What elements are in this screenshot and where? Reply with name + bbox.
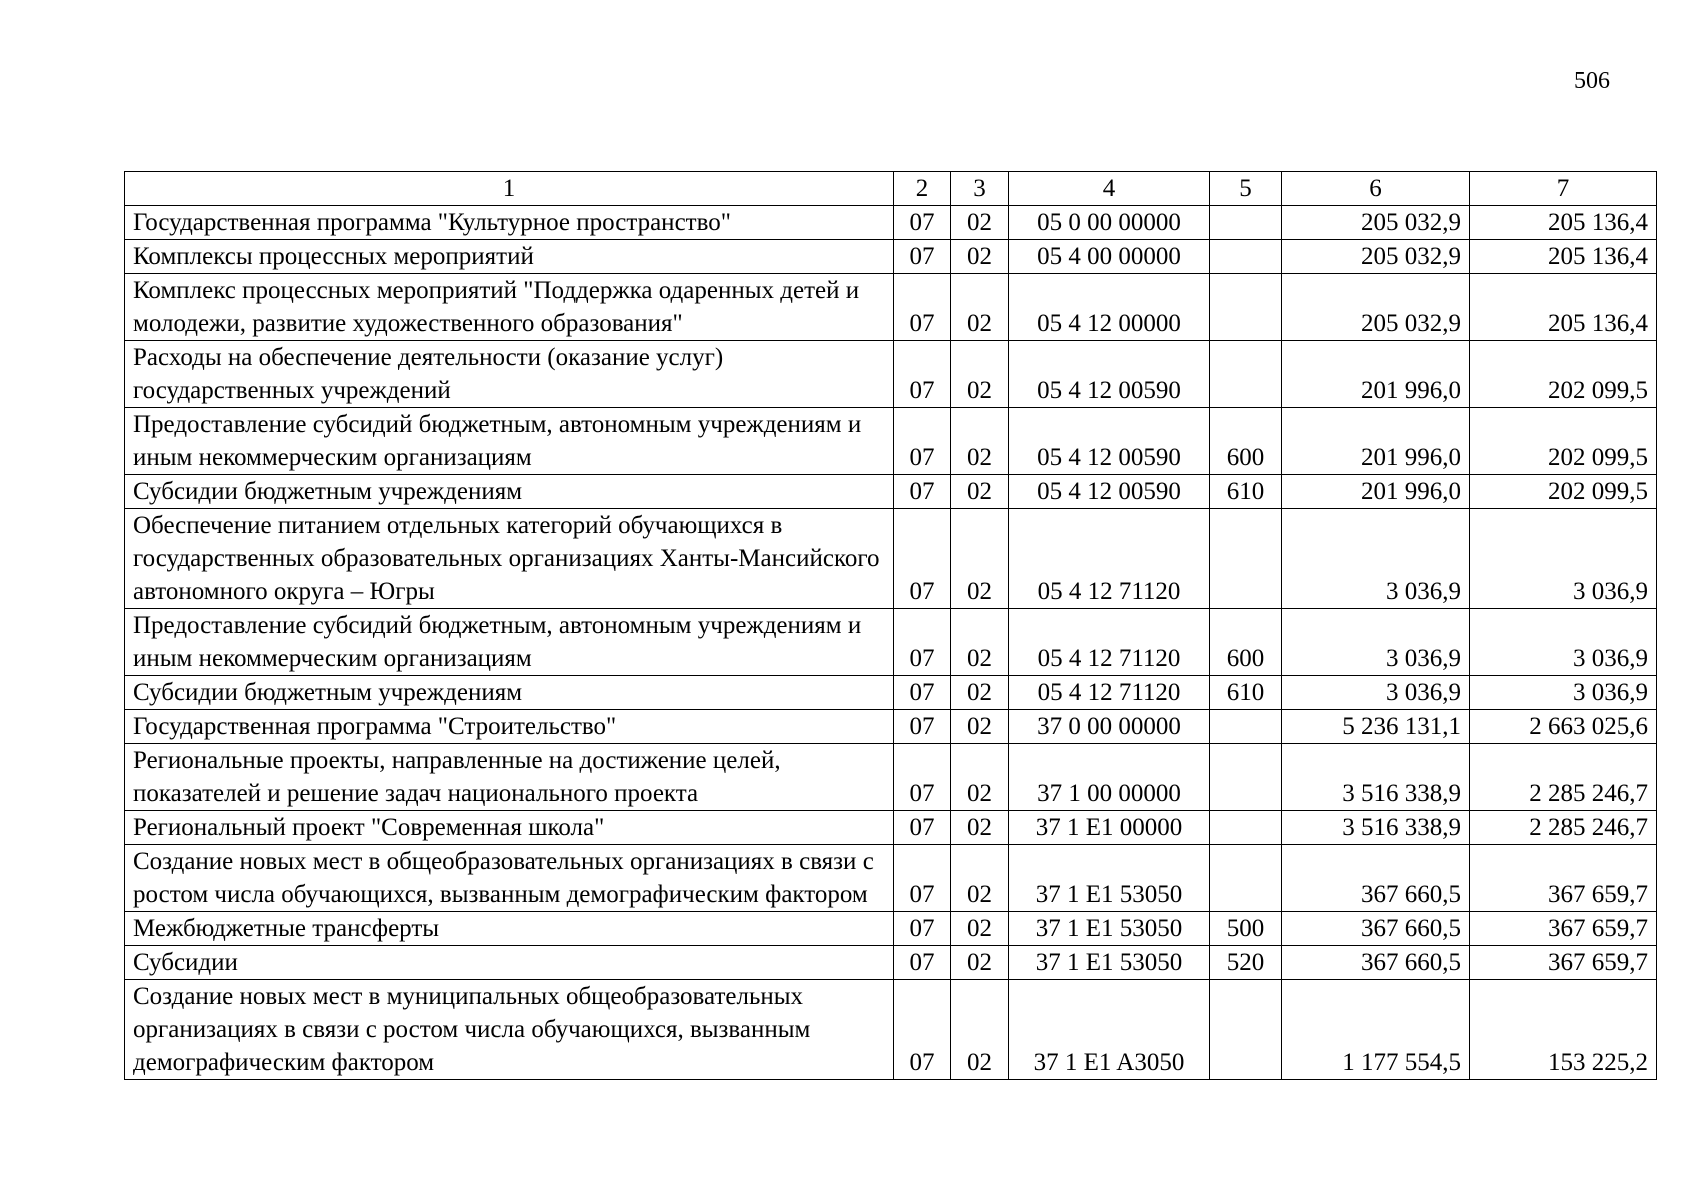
row-target-article: 05 4 12 00590 [1009, 408, 1210, 475]
table-row [125, 710, 1657, 744]
row-amount-1: 201 996,0 [1282, 341, 1470, 408]
row-subsection: 02 [951, 408, 1009, 475]
row-amount-2: 205 136,4 [1470, 206, 1657, 240]
row-subsection: 02 [951, 341, 1009, 408]
table-row [125, 206, 1657, 240]
table-row [125, 744, 1657, 811]
row-amount-2: 367 659,7 [1470, 946, 1657, 980]
table-row [125, 912, 1657, 946]
row-target-article: 37 1 E1 53050 [1009, 912, 1210, 946]
row-subsection: 02 [951, 676, 1009, 710]
row-target-article: 37 1 E1 53050 [1009, 946, 1210, 980]
row-subsection: 02 [951, 744, 1009, 811]
row-name: Субсидии [125, 946, 894, 980]
column-header: 2 [894, 172, 951, 206]
row-section: 07 [894, 240, 951, 274]
row-name: Субсидии бюджетным учреждениям [125, 676, 894, 710]
row-subsection: 02 [951, 509, 1009, 609]
table-row [125, 845, 1657, 912]
row-amount-1: 3 036,9 [1282, 509, 1470, 609]
row-subsection: 02 [951, 206, 1009, 240]
row-name: Субсидии бюджетным учреждениям [125, 475, 894, 509]
row-expense-type [1210, 206, 1282, 240]
row-amount-1: 205 032,9 [1282, 206, 1470, 240]
row-name: Межбюджетные трансферты [125, 912, 894, 946]
row-amount-1: 3 516 338,9 [1282, 811, 1470, 845]
row-section: 07 [894, 912, 951, 946]
table-row [125, 509, 1657, 609]
row-section: 07 [894, 811, 951, 845]
row-section: 07 [894, 710, 951, 744]
row-amount-2: 205 136,4 [1470, 240, 1657, 274]
column-header: 6 [1282, 172, 1470, 206]
row-amount-1: 201 996,0 [1282, 408, 1470, 475]
row-expense-type: 600 [1210, 408, 1282, 475]
row-section: 07 [894, 980, 951, 1080]
row-target-article: 37 1 E1 A3050 [1009, 980, 1210, 1080]
row-subsection: 02 [951, 609, 1009, 676]
row-section: 07 [894, 341, 951, 408]
row-expense-type [1210, 274, 1282, 341]
row-target-article: 05 4 12 00590 [1009, 475, 1210, 509]
row-expense-type: 610 [1210, 676, 1282, 710]
row-expense-type: 500 [1210, 912, 1282, 946]
table-row [125, 676, 1657, 710]
row-section: 07 [894, 609, 951, 676]
row-amount-1: 367 660,5 [1282, 912, 1470, 946]
row-section: 07 [894, 509, 951, 609]
row-amount-2: 367 659,7 [1470, 845, 1657, 912]
row-name: Государственная программа "Культурное пространство" [125, 206, 894, 240]
row-expense-type: 600 [1210, 609, 1282, 676]
row-target-article: 37 1 E1 53050 [1009, 845, 1210, 912]
row-target-article: 05 4 12 71120 [1009, 676, 1210, 710]
row-section: 07 [894, 274, 951, 341]
row-expense-type [1210, 341, 1282, 408]
row-name: Создание новых мест в муниципальных общеобразовательных организациях в связи с ростом числа обучающихся, вызванным демографическим фактором [125, 980, 894, 1080]
row-subsection: 02 [951, 710, 1009, 744]
page-number: 506 [1574, 68, 1610, 94]
row-name: Региональный проект "Современная школа" [125, 811, 894, 845]
row-subsection: 02 [951, 475, 1009, 509]
row-amount-1: 205 032,9 [1282, 240, 1470, 274]
row-expense-type [1210, 240, 1282, 274]
row-target-article: 05 4 12 71120 [1009, 609, 1210, 676]
row-amount-1: 201 996,0 [1282, 475, 1470, 509]
row-amount-2: 2 285 246,7 [1470, 811, 1657, 845]
table-header-row [125, 172, 1657, 206]
row-amount-1: 1 177 554,5 [1282, 980, 1470, 1080]
row-expense-type [1210, 710, 1282, 744]
budget-table [124, 171, 1657, 1080]
row-section: 07 [894, 206, 951, 240]
table-row [125, 240, 1657, 274]
row-subsection: 02 [951, 912, 1009, 946]
row-name: Комплекс процессных мероприятий "Поддержка одаренных детей и молодежи, развитие художественного образования" [125, 274, 894, 341]
row-amount-2: 202 099,5 [1470, 475, 1657, 509]
row-amount-1: 5 236 131,1 [1282, 710, 1470, 744]
row-subsection: 02 [951, 980, 1009, 1080]
row-subsection: 02 [951, 811, 1009, 845]
row-target-article: 37 1 00 00000 [1009, 744, 1210, 811]
table-row [125, 811, 1657, 845]
row-target-article: 05 4 12 00590 [1009, 341, 1210, 408]
row-amount-1: 367 660,5 [1282, 845, 1470, 912]
row-target-article: 37 0 00 00000 [1009, 710, 1210, 744]
row-subsection: 02 [951, 946, 1009, 980]
row-amount-1: 3 036,9 [1282, 609, 1470, 676]
row-name: Региональные проекты, направленные на достижение целей, показателей и решение задач национального проекта [125, 744, 894, 811]
row-subsection: 02 [951, 274, 1009, 341]
table-row [125, 946, 1657, 980]
table-row [125, 341, 1657, 408]
row-section: 07 [894, 744, 951, 811]
row-amount-2: 2 285 246,7 [1470, 744, 1657, 811]
row-section: 07 [894, 676, 951, 710]
row-name: Государственная программа "Строительство" [125, 710, 894, 744]
column-header: 5 [1210, 172, 1282, 206]
row-expense-type [1210, 811, 1282, 845]
column-header: 3 [951, 172, 1009, 206]
row-section: 07 [894, 946, 951, 980]
row-section: 07 [894, 408, 951, 475]
row-target-article: 05 4 12 71120 [1009, 509, 1210, 609]
row-name: Обеспечение питанием отдельных категорий обучающихся в государственных образовательных организациях Ханты-Мансийского автономного округа – Югры [125, 509, 894, 609]
row-name: Создание новых мест в общеобразовательных организациях в связи с ростом числа обучающихся, вызванным демографическим фактором [125, 845, 894, 912]
row-target-article: 05 0 00 00000 [1009, 206, 1210, 240]
row-amount-2: 205 136,4 [1470, 274, 1657, 341]
column-header: 4 [1009, 172, 1210, 206]
row-name: Предоставление субсидий бюджетным, автономным учреждениям и иным некоммерческим организациям [125, 609, 894, 676]
row-amount-2: 3 036,9 [1470, 509, 1657, 609]
row-amount-1: 3 036,9 [1282, 676, 1470, 710]
row-expense-type [1210, 845, 1282, 912]
row-expense-type [1210, 980, 1282, 1080]
row-subsection: 02 [951, 845, 1009, 912]
row-target-article: 05 4 00 00000 [1009, 240, 1210, 274]
row-amount-2: 2 663 025,6 [1470, 710, 1657, 744]
row-amount-2: 367 659,7 [1470, 912, 1657, 946]
row-amount-2: 153 225,2 [1470, 980, 1657, 1080]
row-amount-1: 367 660,5 [1282, 946, 1470, 980]
row-amount-1: 3 516 338,9 [1282, 744, 1470, 811]
row-amount-2: 3 036,9 [1470, 676, 1657, 710]
row-expense-type: 610 [1210, 475, 1282, 509]
row-amount-2: 202 099,5 [1470, 408, 1657, 475]
row-section: 07 [894, 845, 951, 912]
table-row [125, 408, 1657, 475]
row-section: 07 [894, 475, 951, 509]
row-target-article: 05 4 12 00000 [1009, 274, 1210, 341]
row-name: Предоставление субсидий бюджетным, автономным учреждениям и иным некоммерческим организациям [125, 408, 894, 475]
table-row [125, 274, 1657, 341]
column-header: 7 [1470, 172, 1657, 206]
row-name: Комплексы процессных мероприятий [125, 240, 894, 274]
row-expense-type [1210, 509, 1282, 609]
row-name: Расходы на обеспечение деятельности (оказание услуг) государственных учреждений [125, 341, 894, 408]
row-amount-2: 202 099,5 [1470, 341, 1657, 408]
table-row [125, 475, 1657, 509]
table-body [125, 172, 1657, 1080]
row-expense-type [1210, 744, 1282, 811]
row-amount-1: 205 032,9 [1282, 274, 1470, 341]
row-expense-type: 520 [1210, 946, 1282, 980]
row-amount-2: 3 036,9 [1470, 609, 1657, 676]
table-row [125, 980, 1657, 1080]
row-target-article: 37 1 E1 00000 [1009, 811, 1210, 845]
table-row [125, 609, 1657, 676]
row-subsection: 02 [951, 240, 1009, 274]
column-header: 1 [125, 172, 894, 206]
